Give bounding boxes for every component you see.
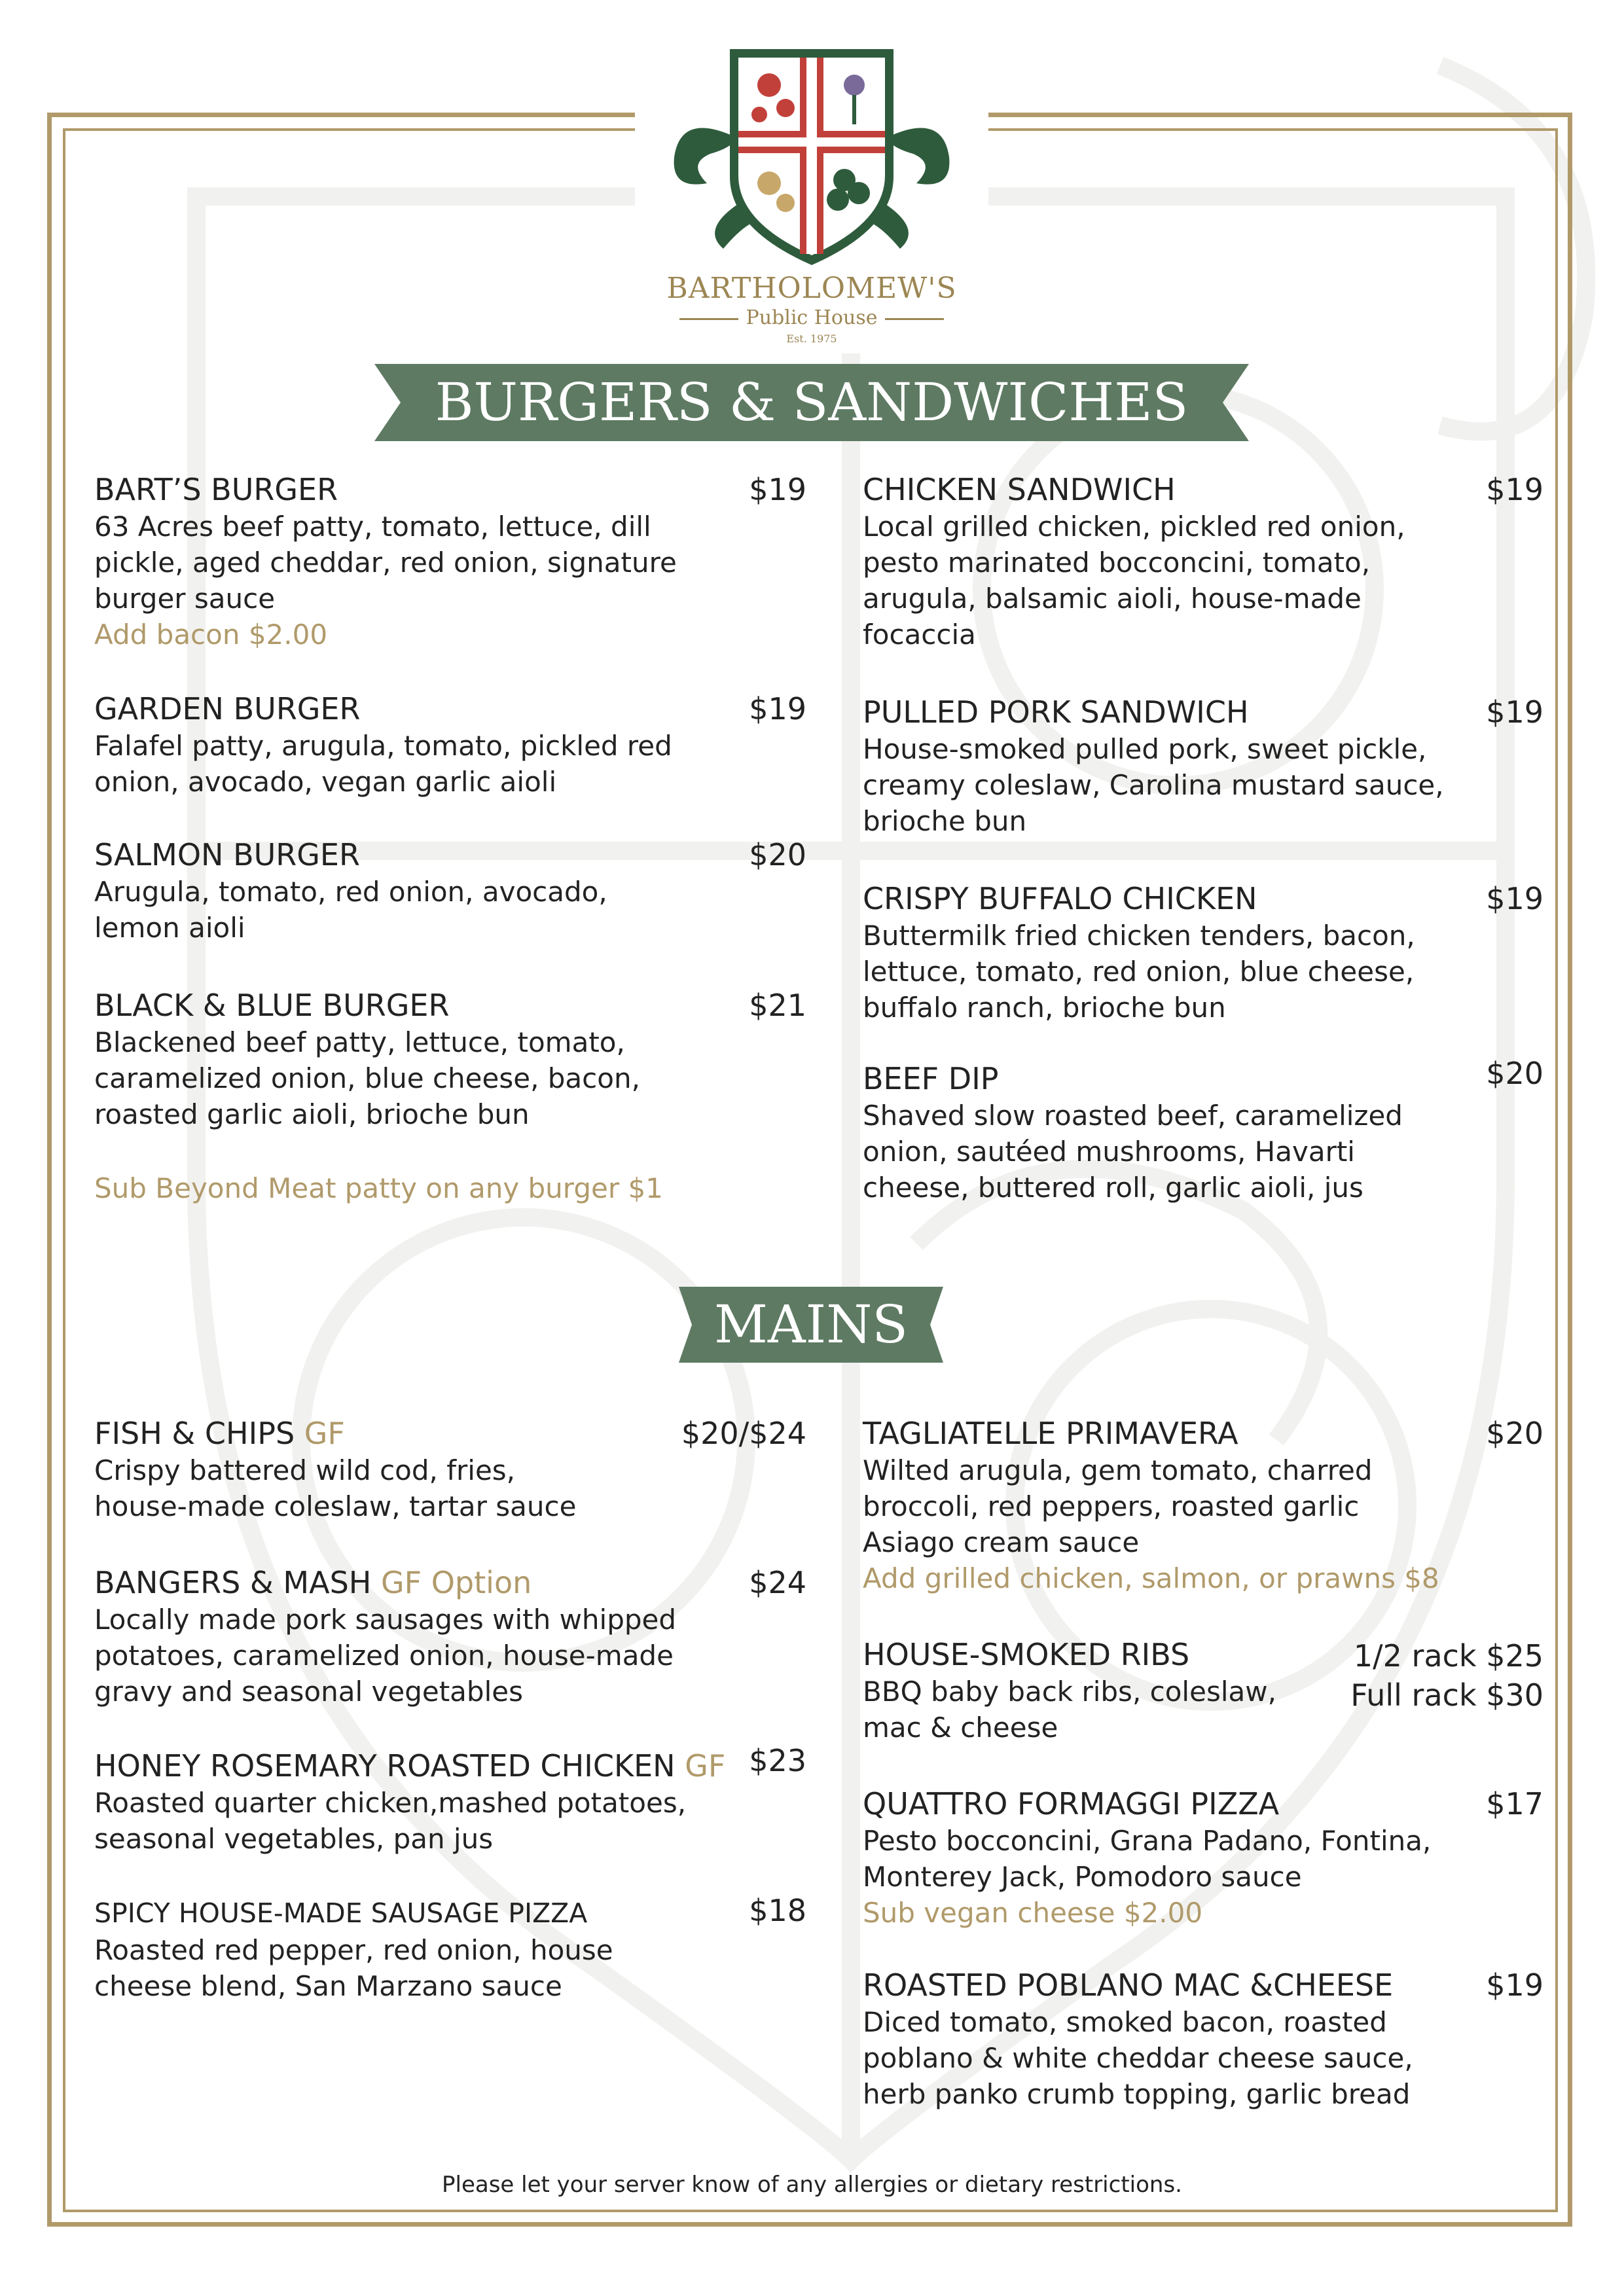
- menu-item-poblano-mac: [863, 1967, 1543, 2112]
- item-addon: Add bacon $2.00: [94, 619, 328, 651]
- dietary-tag: GF: [685, 1748, 726, 1784]
- desc-line: creamy coleslaw, Carolina mustard sauce,: [863, 769, 1444, 801]
- item-addon: Sub vegan cheese $2.00: [863, 1897, 1203, 1929]
- item-name: SPICY HOUSE-MADE SAUSAGE PIZZA: [94, 1897, 588, 1929]
- menu-item-quattro-pizza: [863, 1785, 1543, 1931]
- section-title: MAINS: [713, 1294, 909, 1355]
- desc-line: brioche bun: [863, 805, 1027, 837]
- item-price: $19: [749, 472, 806, 507]
- desc-line: Crispy battered wild cod, fries,: [94, 1454, 516, 1486]
- menu-item-beef-dip: [863, 1056, 1543, 1206]
- desc-line: buffalo ranch, brioche bun: [863, 992, 1226, 1024]
- item-description: [94, 509, 806, 617]
- item-name: BEEF DIP: [863, 1061, 999, 1096]
- desc-line: Arugula, tomato, red onion, avocado,: [94, 876, 607, 908]
- menu-item-chicken-sandwich: [863, 471, 1543, 653]
- desc-line: Diced tomato, smoked bacon, roasted: [863, 2006, 1387, 2038]
- item-description: [94, 1785, 806, 1857]
- desc-line: burger sauce: [94, 583, 276, 615]
- menu-item-black-blue-burger: [94, 987, 806, 1132]
- crest-icon: [661, 33, 962, 275]
- desc-line: Roasted red pepper, red onion, house: [94, 1934, 613, 1966]
- item-addon: Add grilled chicken, salmon, or prawns $8: [863, 1562, 1439, 1594]
- menu-item-tagliatelle: [863, 1415, 1543, 1596]
- item-description: [863, 1823, 1543, 1895]
- name-text: BANGERS & MASH: [94, 1565, 372, 1600]
- desc-line: Roasted quarter chicken,mashed potatoes,: [94, 1787, 687, 1819]
- desc-line: arugula, balsamic aioli, house-made: [863, 583, 1362, 615]
- desc-line: broccoli, red peppers, roasted garlic: [863, 1490, 1360, 1522]
- item-price: $20: [749, 837, 806, 872]
- desc-line: potatoes, caramelized onion, house-made: [94, 1640, 674, 1672]
- brand-subtitle-row: [635, 306, 988, 329]
- menu-item-garden-burger: [94, 691, 806, 800]
- desc-line: pesto marinated bocconcini, tomato,: [863, 547, 1371, 579]
- item-name: PULLED PORK SANDWICH: [863, 694, 1249, 730]
- item-price: $24: [749, 1565, 806, 1600]
- item-price: $19: [1486, 472, 1543, 507]
- item-price: $21: [749, 988, 806, 1023]
- item-price: $17: [1486, 1786, 1543, 1821]
- name-text: FISH & CHIPS: [94, 1416, 295, 1451]
- desc-line: Buttermilk fried chicken tenders, bacon,: [863, 920, 1415, 952]
- price-half-rack: 1/2 rack $25: [1353, 1638, 1543, 1674]
- item-description: [863, 509, 1543, 653]
- desc-line: Asiago cream sauce: [863, 1526, 1140, 1558]
- item-price: $18: [749, 1893, 806, 1928]
- item-description: [94, 874, 806, 946]
- note-text: Sub Beyond Meat patty on any burger $1: [94, 1172, 663, 1204]
- desc-line: Local grilled chicken, pickled red onion,: [863, 511, 1405, 543]
- item-name: HOUSE-SMOKED RIBS: [863, 1637, 1190, 1672]
- item-price: [1350, 1636, 1543, 1715]
- section-banner-burgers: [374, 364, 1249, 441]
- menu-item-fish-chips: [94, 1415, 806, 1524]
- desc-line: lemon aioli: [94, 912, 245, 944]
- beyond-meat-note: [94, 1170, 806, 1206]
- item-description: [94, 1602, 806, 1710]
- item-price: $20: [1486, 1056, 1543, 1091]
- item-name: [94, 1565, 532, 1600]
- desc-line: gravy and seasonal vegetables: [94, 1676, 523, 1708]
- desc-line: 63 Acres beef patty, tomato, lettuce, dill: [94, 511, 651, 543]
- item-description: [863, 731, 1543, 839]
- item-price: $19: [1486, 1967, 1543, 2003]
- desc-line: cheese blend, San Marzano sauce: [94, 1970, 562, 2002]
- item-description: [863, 1452, 1543, 1560]
- item-description: [863, 2004, 1543, 2112]
- desc-line: Locally made pork sausages with whipped: [94, 1604, 677, 1636]
- brand-name: BARTHOLOMEW'S: [666, 272, 957, 305]
- section-title: BURGERS & SANDWICHES: [435, 372, 1189, 433]
- desc-line: cheese, buttered roll, garlic aioli, jus: [863, 1172, 1363, 1204]
- desc-line: onion, avocado, vegan garlic aioli: [94, 766, 557, 798]
- item-name: SALMON BURGER: [94, 837, 360, 872]
- divider: [885, 318, 944, 320]
- item-price: $19: [1486, 881, 1543, 916]
- menu-item-salmon-burger: [94, 836, 806, 946]
- dietary-tag: GF Option: [381, 1565, 532, 1600]
- menu-item-pulled-pork: [863, 694, 1543, 839]
- desc-line: roasted garlic aioli, brioche bun: [94, 1098, 530, 1130]
- item-description: [94, 1024, 806, 1132]
- item-name: QUATTRO FORMAGGI PIZZA: [863, 1786, 1280, 1821]
- brand-logo: [635, 26, 988, 353]
- desc-line: Wilted arugula, gem tomato, charred: [863, 1454, 1373, 1486]
- item-description: [94, 1932, 806, 2004]
- item-name: BLACK & BLUE BURGER: [94, 988, 450, 1023]
- menu-item-bangers-mash: [94, 1564, 806, 1710]
- desc-line: herb panko crumb topping, garlic bread: [863, 2078, 1411, 2110]
- item-price: $20: [1486, 1416, 1543, 1451]
- desc-line: house-made coleslaw, tartar sauce: [94, 1490, 577, 1522]
- item-price: $19: [1486, 694, 1543, 730]
- item-name: [94, 1416, 345, 1451]
- menu-item-ribs: [863, 1636, 1543, 1746]
- item-description: [863, 918, 1543, 1026]
- menu-item-honey-chicken: [94, 1743, 806, 1857]
- item-name: CHICKEN SANDWICH: [863, 472, 1176, 507]
- desc-line: caramelized onion, blue cheese, bacon,: [94, 1062, 640, 1094]
- item-description: [94, 1452, 806, 1524]
- menu-item-barts-burger: [94, 471, 806, 653]
- menu-item-crispy-buffalo: [863, 880, 1543, 1026]
- name-text: HONEY ROSEMARY ROASTED CHICKEN: [94, 1748, 676, 1784]
- desc-line: seasonal vegetables, pan jus: [94, 1823, 494, 1855]
- brand-subtitle: Public House: [746, 306, 878, 329]
- desc-line: mac & cheese: [863, 1712, 1058, 1744]
- menu-item-sausage-pizza: [94, 1895, 806, 2004]
- desc-line: onion, sautéed mushrooms, Havarti: [863, 1136, 1355, 1168]
- desc-line: Blackened beef patty, lettuce, tomato,: [94, 1026, 625, 1058]
- item-price: $20/$24: [681, 1416, 806, 1451]
- item-name: BART’S BURGER: [94, 472, 338, 507]
- item-description: [94, 728, 806, 800]
- item-price: $23: [749, 1743, 806, 1778]
- desc-line: pickle, aged cheddar, red onion, signature: [94, 547, 677, 579]
- desc-line: BBQ baby back ribs, coleslaw,: [863, 1676, 1276, 1708]
- item-name: ROASTED POBLANO MAC &CHEESE: [863, 1967, 1394, 2003]
- item-name: CRISPY BUFFALO CHICKEN: [863, 881, 1257, 916]
- item-name: GARDEN BURGER: [94, 691, 361, 726]
- section-banner-mains: [679, 1287, 943, 1363]
- brand-established: Est. 1975: [786, 332, 837, 345]
- item-name: TAGLIATELLE PRIMAVERA: [863, 1416, 1238, 1451]
- desc-line: Pesto bocconcini, Grana Padano, Fontina,: [863, 1825, 1432, 1857]
- item-price: $19: [749, 691, 806, 726]
- desc-line: House-smoked pulled pork, sweet pickle,: [863, 733, 1427, 765]
- dietary-tag: GF: [304, 1416, 345, 1451]
- desc-line: lettuce, tomato, red onion, blue cheese,: [863, 956, 1415, 988]
- item-description: [863, 1098, 1543, 1206]
- desc-line: Falafel patty, arugula, tomato, pickled red: [94, 730, 672, 762]
- desc-line: focaccia: [863, 619, 976, 651]
- divider: [679, 318, 738, 320]
- price-full-rack: Full rack $30: [1350, 1677, 1543, 1713]
- desc-line: poblano & white cheddar cheese sauce,: [863, 2042, 1413, 2074]
- allergy-notice: Please let your server know of any allergies or dietary restrictions.: [442, 2172, 1182, 2198]
- desc-line: Shaved slow roasted beef, caramelized: [863, 1100, 1403, 1132]
- item-name: [94, 1748, 725, 1784]
- desc-line: Monterey Jack, Pomodoro sauce: [863, 1861, 1302, 1893]
